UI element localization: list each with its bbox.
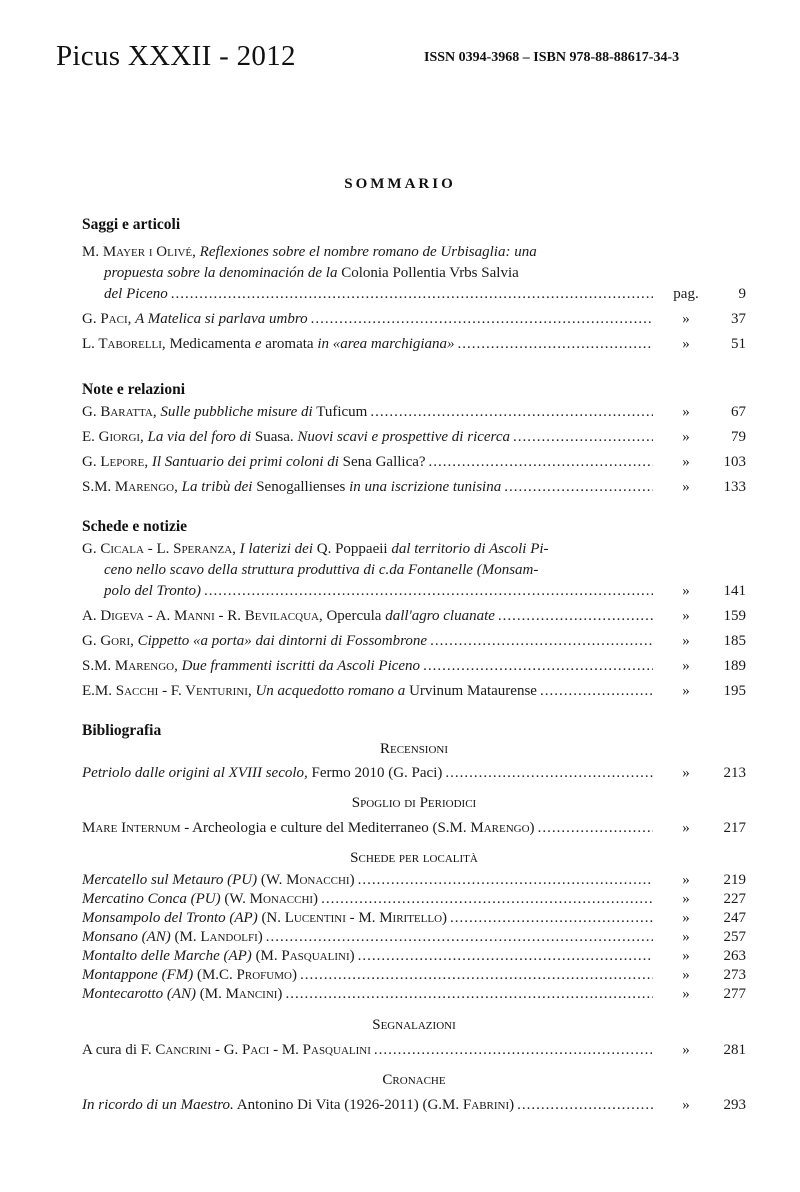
entry-author: Fabrini) — [462, 1097, 515, 1113]
subsection-heading-cronache: Cronache — [382, 1072, 446, 1088]
entry-page-number: 51 — [731, 336, 746, 352]
entry-marker: » — [682, 1097, 690, 1113]
list-item[interactable] — [82, 947, 746, 966]
entry-page-number: 227 — [723, 891, 746, 907]
entry-marker: » — [682, 683, 690, 699]
entry-marker: » — [682, 583, 690, 599]
leader-dots — [266, 928, 653, 947]
entry-title: La via del foro di — [147, 429, 252, 445]
entry-title: e — [254, 336, 262, 352]
leader-dots — [321, 890, 653, 909]
entry-page-number: 195 — [723, 683, 746, 699]
entry-page-number: 263 — [723, 948, 746, 964]
journal-title: Picus XXXII - 2012 — [56, 40, 296, 72]
entry-title: Opercula — [326, 608, 382, 624]
entry-marker: » — [682, 429, 690, 445]
entry-title: - Archeologia e culture del Mediterraneo (S.M. — [184, 820, 467, 836]
section-heading: Bibliografia — [82, 722, 162, 739]
entry-author: (N. Lucentini - M. Miritello) — [261, 910, 448, 926]
entry-page-number: 189 — [723, 658, 746, 674]
entry-marker: » — [682, 479, 690, 495]
toc-entry[interactable] — [82, 606, 746, 627]
toc-entry[interactable] — [82, 402, 746, 423]
leader-dots — [374, 1040, 653, 1061]
entry-title: aromata — [265, 336, 314, 352]
entry-title: Fermo 2010 (G. Paci) — [311, 765, 443, 781]
toc-entry[interactable] — [82, 309, 746, 330]
leader-dots — [540, 681, 653, 702]
entry-title: del Piceno — [104, 286, 168, 302]
leader-dots — [429, 452, 653, 473]
leader-dots — [458, 334, 653, 355]
entry-line — [82, 539, 656, 560]
entry-title: Sulle pubbliche misure di — [160, 404, 313, 420]
toc-entry[interactable] — [82, 452, 746, 473]
entry-author: (W. Monacchi) — [260, 872, 355, 888]
section-heading: Note e relazioni — [82, 381, 186, 398]
leader-dots — [171, 284, 653, 305]
toc-entry[interactable] — [82, 763, 746, 784]
entry-page-number: 213 — [723, 765, 746, 781]
entry-title: A Matelica si parlava umbro — [135, 311, 308, 327]
entry-title: Montappone (FM) — [82, 967, 194, 983]
entry-title: Colonia Pollentia Vrbs Salvia — [341, 265, 519, 281]
entry-page-number: 219 — [723, 872, 746, 888]
entry-author: L. Taborelli, — [82, 336, 166, 352]
entry-title: Mare Internum — [82, 820, 181, 836]
entry-author: S.M. Marengo, — [82, 658, 178, 674]
leader-dots — [498, 606, 653, 627]
entry-author: M. Mayer i Olivé, — [82, 244, 196, 260]
entry-author: (M. Mancini) — [199, 986, 283, 1002]
entry-title: Reflexiones sobre el nombre romano de Urbisaglia: una — [199, 244, 537, 260]
list-item[interactable] — [82, 909, 746, 928]
issn-isbn: ISSN 0394-3968 – ISBN 978-88-88617-34-3 — [424, 50, 680, 65]
entry-title: In ricordo di un Maestro. — [82, 1097, 234, 1113]
entry-marker: » — [682, 658, 690, 674]
entry-title: Medicamenta — [169, 336, 252, 352]
entry-author: G. Gori, — [82, 633, 134, 649]
entry-marker: » — [682, 765, 690, 781]
entry-marker: » — [682, 986, 690, 1002]
toc-entry[interactable] — [82, 477, 746, 498]
entry-marker: » — [682, 633, 690, 649]
entry-marker: » — [682, 404, 690, 420]
entry-title: Antonino Di Vita (1926-2011) (G.M. — [236, 1097, 460, 1113]
section-note — [82, 381, 746, 498]
list-item[interactable] — [82, 890, 746, 909]
entry-author: (M. Pasqualini) — [255, 948, 355, 964]
entry-page-number: 37 — [731, 311, 746, 327]
entry-title: Monsampolo del Tronto (AP) — [82, 910, 258, 926]
entry-author: G. Lepore, — [82, 454, 149, 470]
entry-author: A. Digeva - A. Manni - R. Bevilacqua, — [82, 608, 323, 624]
entry-author: Cancrini - G. Paci - M. Pasqualini — [155, 1042, 371, 1058]
entry-title: polo del Tronto) — [104, 583, 201, 599]
leader-dots — [204, 581, 653, 602]
entry-page-number: 9 — [738, 286, 746, 302]
section-heading: Saggi e articoli — [82, 216, 181, 233]
entry-title: Montalto delle Marche (AP) — [82, 948, 252, 964]
entry-marker: » — [682, 336, 690, 352]
entry-title: Mercatino Conca (PU) — [82, 891, 221, 907]
toc-entry[interactable] — [82, 681, 746, 702]
entry-page-number: 257 — [723, 929, 746, 945]
entry-marker: » — [682, 608, 690, 624]
entry-marker: » — [682, 311, 690, 327]
section-saggi — [82, 216, 746, 355]
entry-author: G. Paci, — [82, 311, 132, 327]
toc-entry[interactable] — [82, 1095, 746, 1116]
entry-marker: » — [682, 820, 690, 836]
entry-title: Montecarotto (AN) — [82, 986, 197, 1002]
leader-dots — [538, 818, 653, 839]
entry-page-number: 67 — [731, 404, 746, 420]
entry-title: in «area marchigiana» — [317, 336, 455, 352]
entry-title: I laterizi dei — [239, 541, 313, 557]
entry-title: in una iscrizione tunisina — [349, 479, 502, 495]
leader-dots — [423, 656, 653, 677]
entry-title: Nuovi scavi e prospettive di ricerca — [297, 429, 510, 445]
entry-page-number: 273 — [723, 967, 746, 983]
entry-title: Monsano (AN) — [82, 929, 171, 945]
entry-author: G. Baratta, — [82, 404, 157, 420]
leader-dots — [430, 631, 653, 652]
entry-page-number: 277 — [723, 986, 746, 1002]
section-bibliografia — [82, 722, 746, 1116]
entry-title: Urvinum Mataurense — [409, 683, 537, 699]
toc-title: SOMMARIO — [344, 176, 456, 192]
leader-dots — [513, 427, 653, 448]
subsection-heading-spoglio: Spoglio di Periodici — [351, 795, 477, 811]
entry-title: Tuficum — [316, 404, 368, 420]
leader-dots — [450, 909, 653, 928]
list-item[interactable] — [82, 966, 746, 985]
entry-title: Due frammenti iscritti da Ascoli Piceno — [181, 658, 421, 674]
entry-marker: » — [682, 454, 690, 470]
entry-author: S.M. Marengo, — [82, 479, 178, 495]
toc-entry[interactable] — [82, 242, 746, 305]
subsection-heading-localita: Schede per località — [350, 850, 478, 866]
entry-line — [82, 581, 656, 602]
entry-author: E. Giorgi, — [82, 429, 144, 445]
subsection-heading-segnalazioni: Segnalazioni — [372, 1017, 456, 1033]
entry-title: Q. Poppaeii — [316, 541, 388, 557]
localita-list — [82, 871, 746, 1004]
leader-dots — [311, 309, 653, 330]
entry-title: Senogallienses — [256, 479, 346, 495]
entry-author: (M.C. Profumo) — [196, 967, 297, 983]
entry-line — [82, 263, 656, 284]
subsection-heading-recensioni: Recensioni — [379, 741, 449, 757]
entry-marker: » — [682, 891, 690, 907]
entry-title: propuesta sobre la denominación de la — [104, 265, 338, 281]
leader-dots — [504, 477, 653, 498]
entry-page-number: 141 — [723, 583, 746, 599]
entry-marker: » — [682, 929, 690, 945]
entry-title: ceno nello scavo della struttura produttiva di c.da Fontanelle (Monsam- — [104, 562, 539, 578]
entry-title: Petriolo dalle origini al XVIII secolo, — [82, 765, 308, 781]
entry-title: Cippetto «a porta» dai dintorni di Fossombrone — [137, 633, 428, 649]
entry-title: Un acquedotto romano a — [255, 683, 406, 699]
entry-page-number: 217 — [723, 820, 746, 836]
entry-page-number: 159 — [723, 608, 746, 624]
entry-author: (M. Landolfi) — [174, 929, 263, 945]
entry-page-number: 103 — [723, 454, 746, 470]
leader-dots — [358, 871, 653, 890]
entry-page-number: 133 — [723, 479, 746, 495]
entry-page-number: 281 — [723, 1042, 746, 1058]
toc-entry[interactable] — [82, 334, 746, 355]
entry-title: Mercatello sul Metauro (PU) — [82, 872, 258, 888]
entry-author: G. Cicala - L. Speranza, — [82, 541, 236, 557]
entry-marker: » — [682, 910, 690, 926]
entry-author: E.M. Sacchi - F. Venturini, — [82, 683, 252, 699]
entry-marker: » — [682, 967, 690, 983]
leader-dots — [445, 763, 653, 784]
leader-dots — [300, 966, 653, 985]
entry-title: dall'agro cluanate — [385, 608, 495, 624]
leader-dots — [517, 1095, 653, 1116]
entry-marker: » — [682, 948, 690, 964]
toc-entry[interactable] — [82, 539, 746, 602]
entry-title: dal territorio di Ascoli Pi- — [391, 541, 549, 557]
entry-marker: pag. — [673, 286, 699, 302]
entry-title: Sena Gallica? — [342, 454, 426, 470]
leader-dots — [358, 947, 653, 966]
list-item[interactable] — [82, 871, 746, 890]
entry-page-number: 79 — [731, 429, 746, 445]
entry-title: Il Santuario dei primi coloni di — [151, 454, 339, 470]
toc-entry[interactable] — [82, 1040, 746, 1061]
toc-entry[interactable] — [82, 818, 746, 839]
entry-page-number: 185 — [723, 633, 746, 649]
section-schede — [82, 518, 746, 702]
entry-line — [82, 284, 656, 305]
entry-title: Suasa. — [254, 429, 294, 445]
toc-entry[interactable] — [82, 656, 746, 677]
entry-author: (W. Monacchi) — [224, 891, 319, 907]
entry-marker: » — [682, 1042, 690, 1058]
section-heading: Schede e notizie — [82, 518, 188, 535]
leader-dots — [285, 985, 653, 1004]
entry-page-number: 293 — [723, 1097, 746, 1113]
entry-marker: » — [682, 872, 690, 888]
entry-title: La tribù dei — [181, 479, 253, 495]
list-item[interactable] — [82, 928, 746, 947]
list-item[interactable] — [82, 985, 746, 1004]
entry-title: A cura di F. — [82, 1042, 152, 1058]
toc-entry[interactable] — [82, 631, 746, 652]
entry-page-number: 247 — [723, 910, 746, 926]
toc-entry[interactable] — [82, 427, 746, 448]
entry-author: Marengo) — [470, 820, 535, 836]
leader-dots — [370, 402, 653, 423]
entry-line — [82, 242, 656, 263]
